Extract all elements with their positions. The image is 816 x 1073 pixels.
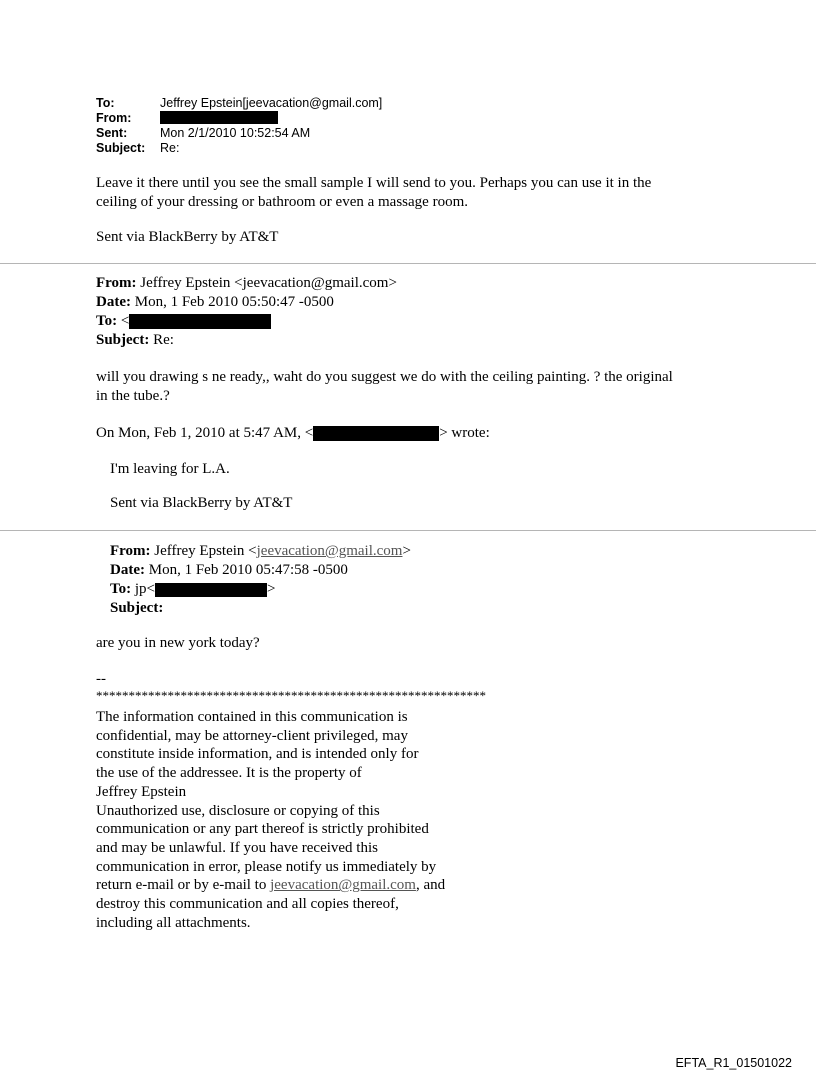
body-line: in the tube.? <box>96 387 170 404</box>
disclaimer-line: confidential, may be attorney-client privileged, may <box>96 727 408 744</box>
from-value: Jeffrey Epstein <jeevacation@gmail.com> <box>136 275 397 291</box>
to-value: < <box>117 313 130 329</box>
to-value: Jeffrey Epstein[jeevacation@gmail.com] <box>160 96 383 110</box>
from-label: From: <box>96 275 137 291</box>
divider <box>0 263 816 264</box>
wrote-prefix: On Mon, Feb 1, 2010 at 5:47 AM, < <box>96 425 314 441</box>
from-suffix: > <box>402 543 411 559</box>
subject-label: Subject: <box>96 332 150 348</box>
body-line: ceiling of your dressing or bathroom or even a massage room. <box>96 193 468 210</box>
subject-value: Re: <box>160 141 180 155</box>
disclaimer-line: The information contained in this communication is <box>96 709 408 725</box>
signature-dash: -- <box>96 671 106 687</box>
wrote-line <box>96 424 736 443</box>
disclaimer-line: destroy this communication and all copies thereof, <box>96 896 399 913</box>
disclaimer-line: and may be unlawful. If you have received this <box>96 839 378 856</box>
disclaimer-line: Unauthorized use, disclosure or copying of this <box>96 802 380 819</box>
disclaimer-text: , and <box>415 877 446 894</box>
email1-body <box>96 174 736 211</box>
subject-label: Subject: <box>96 141 146 155</box>
divider <box>0 530 816 531</box>
disclaimer-text: return e-mail or by e-mail to <box>96 877 271 894</box>
body-line: will you drawing s ne ready,, waht do you suggest we do with the ceiling painting. ? the original <box>96 369 673 385</box>
redaction-block <box>313 426 439 441</box>
disclaimer-line: the use of the addressee. It is the property of <box>96 765 362 782</box>
to-label: To: <box>96 313 118 329</box>
email-link[interactable]: jeevacation@gmail.com <box>256 543 403 559</box>
email1-signature: Sent via BlackBerry by AT&T <box>96 229 279 245</box>
body-line: Leave it there until you see the small sample I will send to you. Perhaps you can use it in the <box>96 175 652 191</box>
separator-stars: ************************************************************ <box>96 688 486 703</box>
email2-body <box>96 368 736 405</box>
email2-header <box>96 274 397 350</box>
email1-header <box>96 96 382 156</box>
date-label: Date: <box>110 562 145 578</box>
email-link[interactable]: jeevacation@gmail.com <box>270 877 416 894</box>
email3-header <box>110 542 411 618</box>
date-value: Mon, 1 Feb 2010 05:47:58 -0500 <box>144 562 348 578</box>
sent-label: Sent: <box>96 126 128 140</box>
to-value: jp< <box>131 581 156 597</box>
disclaimer-line: including all attachments. <box>96 914 251 931</box>
redaction-block <box>160 111 278 124</box>
document-id: EFTA_R1_01501022 <box>675 1056 792 1070</box>
quoted-line: I'm leaving for L.A. <box>110 461 230 477</box>
subject-label: Subject: <box>110 600 164 616</box>
sent-value: Mon 2/1/2010 10:52:54 AM <box>160 126 311 140</box>
redaction-block <box>129 314 271 329</box>
to-suffix: > <box>267 581 276 597</box>
disclaimer-line <box>96 876 496 895</box>
subject-value: Re: <box>149 332 174 348</box>
disclaimer-line: communication in error, please notify us immediately by <box>96 858 437 875</box>
date-value: Mon, 1 Feb 2010 05:50:47 -0500 <box>130 294 334 310</box>
from-label: From: <box>96 111 132 125</box>
from-prefix: Jeffrey Epstein < <box>150 543 257 559</box>
email3-body: are you in new york today? <box>96 635 260 651</box>
to-label: To: <box>110 581 132 597</box>
quoted-signature: Sent via BlackBerry by AT&T <box>110 495 293 511</box>
disclaimer-line: communication or any part thereof is strictly prohibited <box>96 821 429 838</box>
to-label: To: <box>96 96 115 110</box>
disclaimer-line: constitute inside information, and is intended only for <box>96 746 419 763</box>
redaction-block <box>155 583 267 597</box>
wrote-suffix: > wrote: <box>439 425 490 441</box>
disclaimer <box>96 708 496 932</box>
disclaimer-line: Jeffrey Epstein <box>96 783 187 800</box>
from-label: From: <box>110 543 151 559</box>
date-label: Date: <box>96 294 131 310</box>
